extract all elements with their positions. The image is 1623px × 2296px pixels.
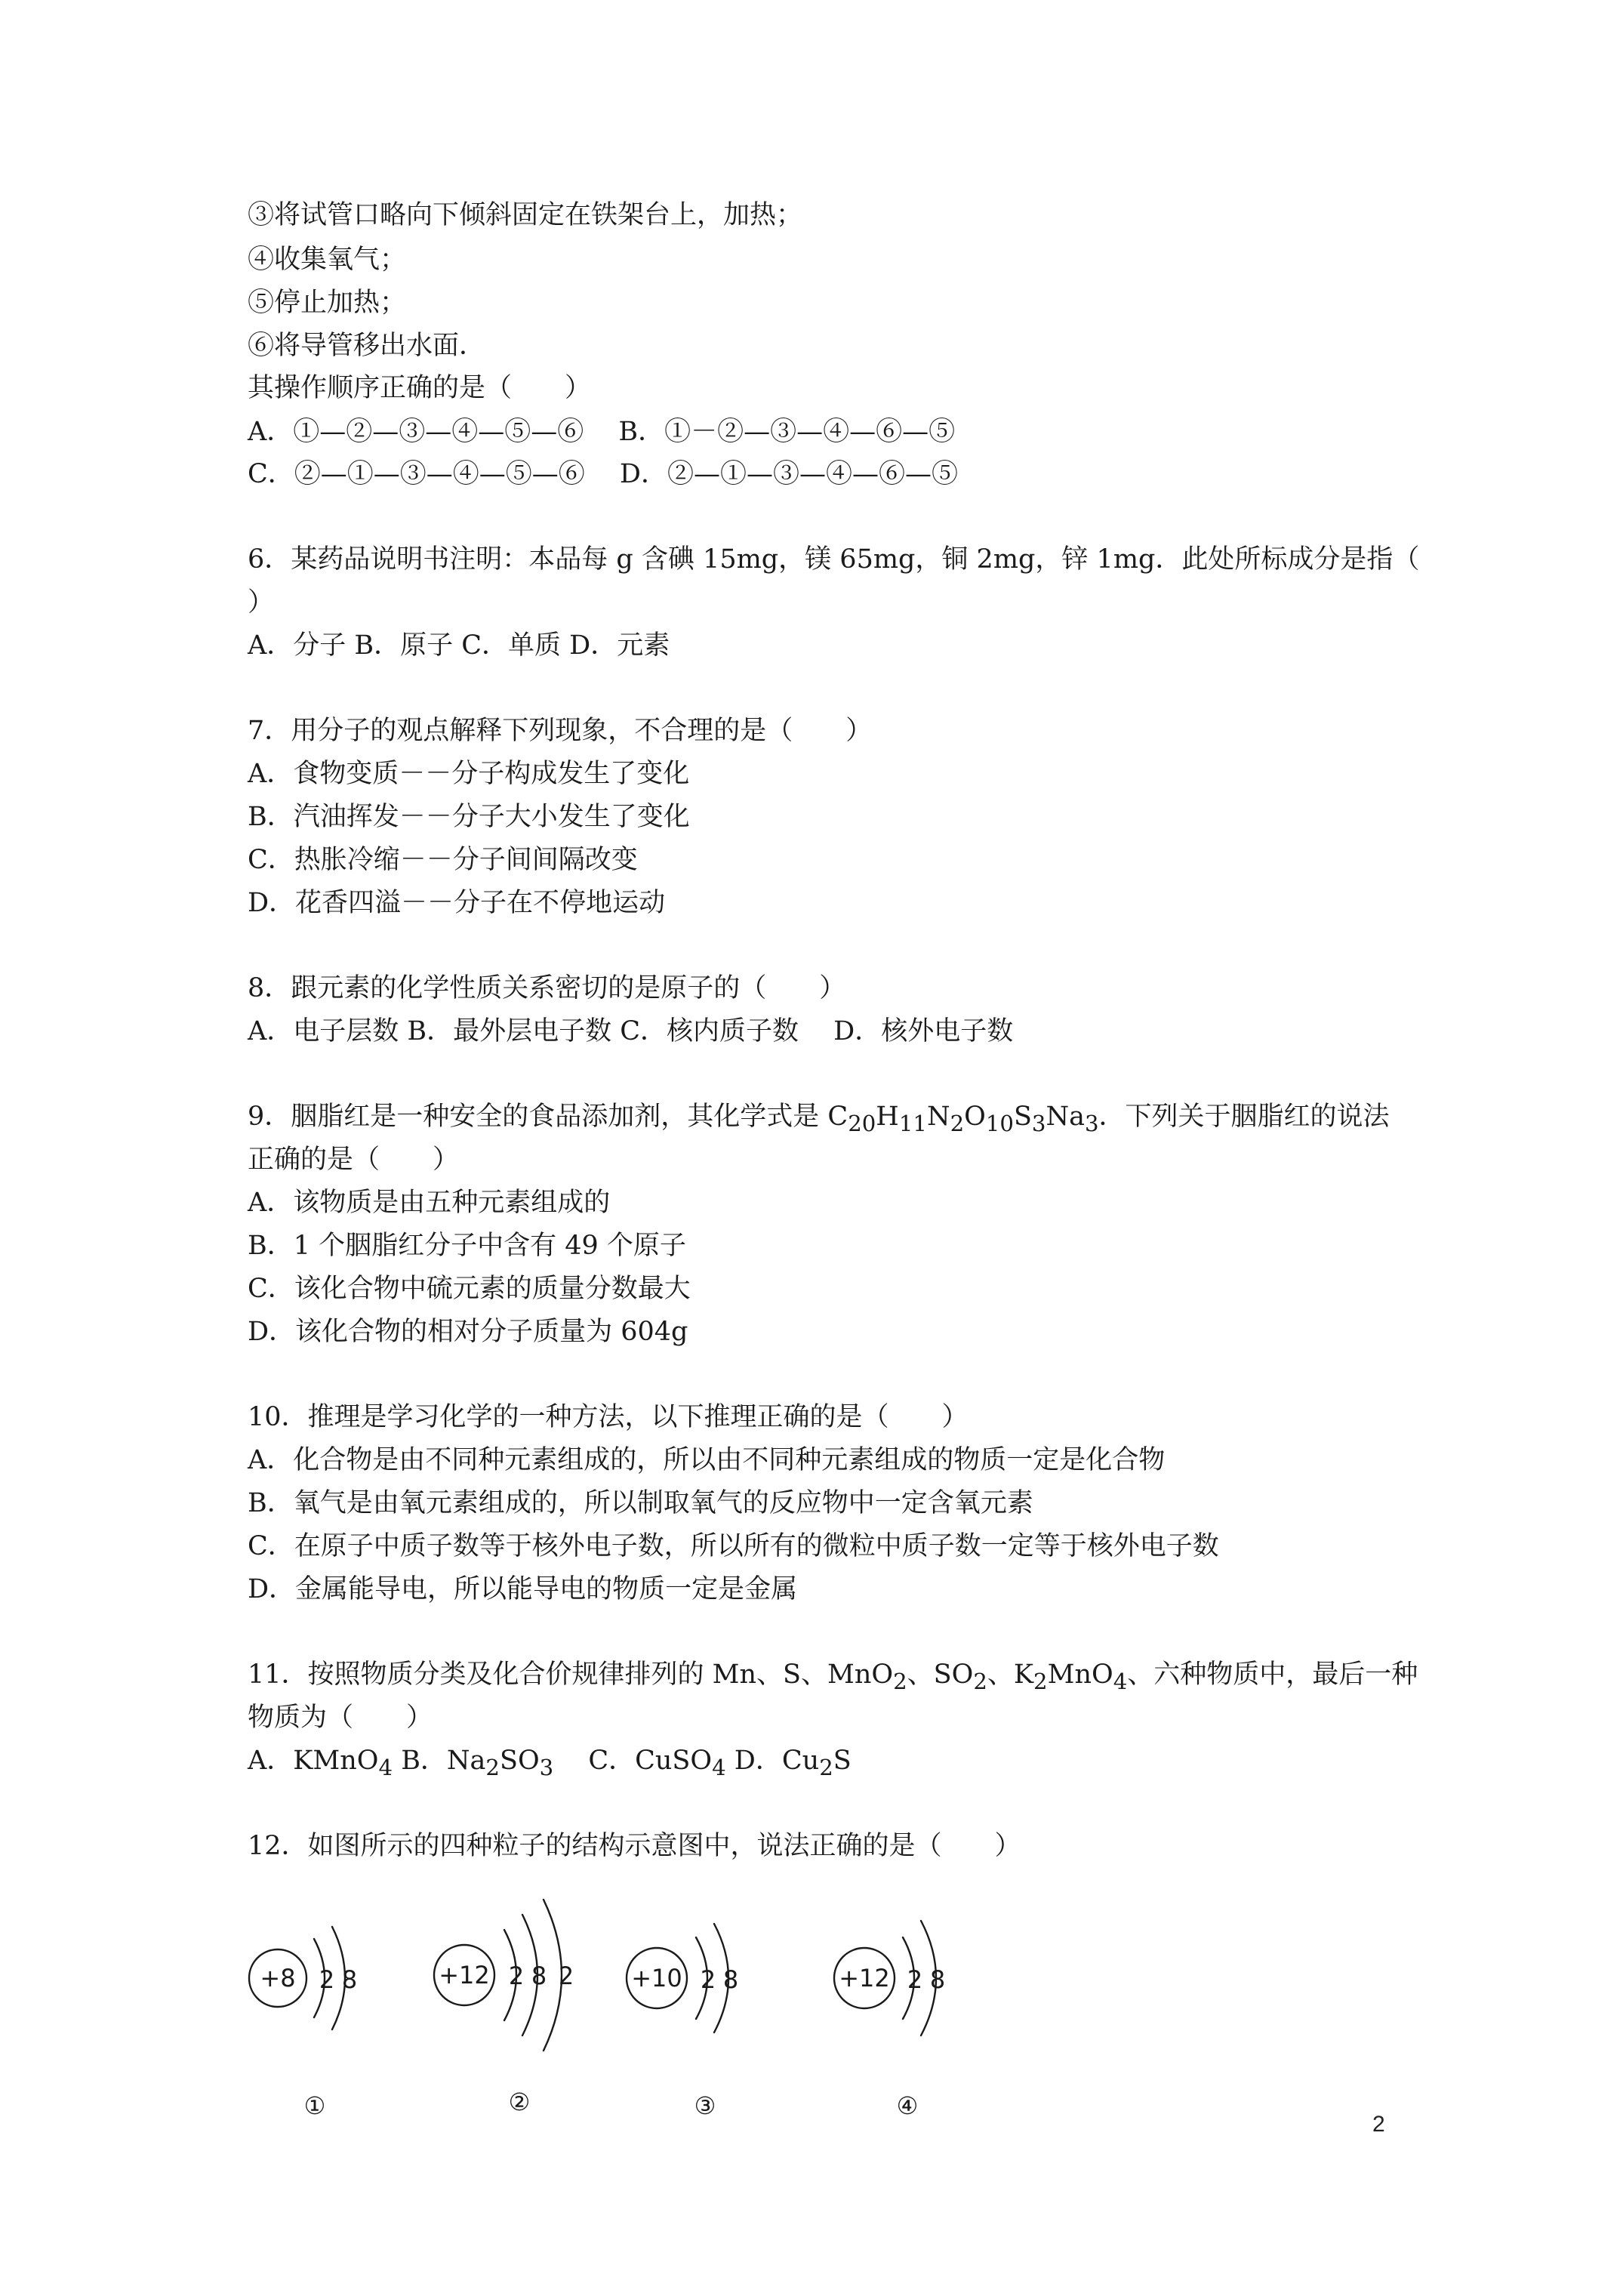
nucleus-charge-2: +12 [439, 1961, 490, 1989]
text-line-21: B．1 个胭脂红分子中含有 49 个原子 [248, 1231, 686, 1261]
text-line-20: A．该物质是由五种元素组成的 [248, 1188, 611, 1218]
text-line-25: A．化合物是由不同种元素组成的，所以由不同种元素组成的物质一定是化合物 [248, 1445, 1166, 1475]
shell-electrons-2-2: 8 [531, 1962, 547, 1990]
atom-label-4: ④ [896, 2091, 919, 2120]
shell-electrons-2-1: 2 [508, 1962, 525, 1990]
nucleus-charge-3: +10 [631, 1964, 682, 1992]
text-line-24: 10．推理是学习化学的一种方法，以下推理正确的是（ ） [248, 1402, 969, 1432]
text-line-1: ③将试管口略向下倾斜固定在铁架台上，加热； [248, 200, 803, 230]
text-line-7: C．②—①—③—④—⑤—⑥ D．②—①—③—④—⑥—⑤ [248, 459, 958, 489]
text-line-6: A．①—②—③—④—⑤—⑥ B．①－②—③—④—⑥—⑤ [248, 417, 956, 447]
text-line-17: A．电子层数 B．最外层电子数 C．核内质子数 D．核外电子数 [248, 1016, 1014, 1046]
text-line-15: D．花香四溢－－分子在不停地运动 [248, 888, 666, 918]
text-line-10: A．分子 B．原子 C．单质 D．元素 [248, 630, 670, 661]
text-line-8: 6．某药品说明书注明：本品每 g 含碘 15mg，镁 65mg，铜 2mg，锌 1mg．此处所标成分是指（ [248, 544, 1420, 575]
particle-structure-diagrams [242, 1880, 1072, 2122]
atom-label-1: ① [303, 2091, 326, 2120]
page-number: 2 [1372, 2112, 1385, 2137]
nucleus-charge-4: +12 [839, 1964, 890, 1992]
shell-electrons-1-2: 8 [341, 1965, 358, 1994]
text-line-23: D．该化合物的相对分子质量为 604g [248, 1317, 688, 1347]
shell-electrons-2-3: 2 [558, 1962, 574, 1990]
shell-electrons-3-1: 2 [700, 1965, 716, 1994]
text-line-11: 7．用分子的观点解释下列现象，不合理的是（ ） [248, 716, 873, 746]
text-line-18: 9．胭脂红是一种安全的食品添加剂，其化学式是 $C_{20}H_{11}N_2O_{10}S_3Na_3$．下列关于胭脂红的说法 [248, 1102, 1390, 1136]
text-line-9: ） [248, 587, 275, 618]
shell-electrons-1-1: 2 [319, 1965, 335, 1994]
text-line-28: D．金属能导电，所以能导电的物质一定是金属 [248, 1574, 798, 1604]
text-line-4: ⑥将导管移出水面． [248, 331, 486, 361]
text-line-19: 正确的是（ ） [248, 1145, 460, 1175]
text-line-12: A．食物变质－－分子构成发生了变化 [248, 759, 690, 789]
text-line-22: C．该化合物中硫元素的质量分数最大 [248, 1274, 691, 1304]
shell-electrons-3-2: 8 [722, 1965, 739, 1994]
text-line-5: 其操作顺序正确的是（ ） [248, 373, 592, 403]
shell-electrons-4-2: 8 [929, 1965, 946, 1994]
text-line-29: 11．按照物质分类及化合价规律排列的 Mn、S、MnO$_2$、$SO_2$、$K_2MnO_4$、六种物质中，最后一种 [248, 1660, 1418, 1694]
shell-electrons-4-1: 2 [907, 1965, 923, 1994]
nucleus-charge-1: +8 [260, 1964, 296, 1992]
text-line-16: 8．跟元素的化学性质关系密切的是原子的（ ） [248, 973, 846, 1003]
text-line-32: 12．如图所示的四种粒子的结构示意图中，说法正确的是（ ） [248, 1831, 1021, 1861]
text-line-2: ④收集氧气； [248, 245, 407, 275]
text-line-13: B．汽油挥发－－分子大小发生了变化 [248, 802, 690, 832]
text-line-27: C．在原子中质子数等于核外电子数，所以所有的微粒中质子数一定等于核外电子数 [248, 1531, 1219, 1561]
text-line-26: B．氧气是由氧元素组成的，所以制取氧气的反应物中一定含氧元素 [248, 1488, 1033, 1518]
text-line-14: C．热胀冷缩－－分子间间隔改变 [248, 845, 638, 875]
text-line-31: A．KMnO$_4$ B．$Na_2SO_3$ C．CuSO$_4$ D．$Cu_2S$ [248, 1746, 852, 1780]
atom-label-2: ② [508, 2088, 531, 2116]
text-line-3: ⑤停止加热； [248, 288, 407, 318]
text-line-30: 物质为（ ） [248, 1703, 433, 1733]
atom-label-3: ③ [694, 2091, 716, 2120]
